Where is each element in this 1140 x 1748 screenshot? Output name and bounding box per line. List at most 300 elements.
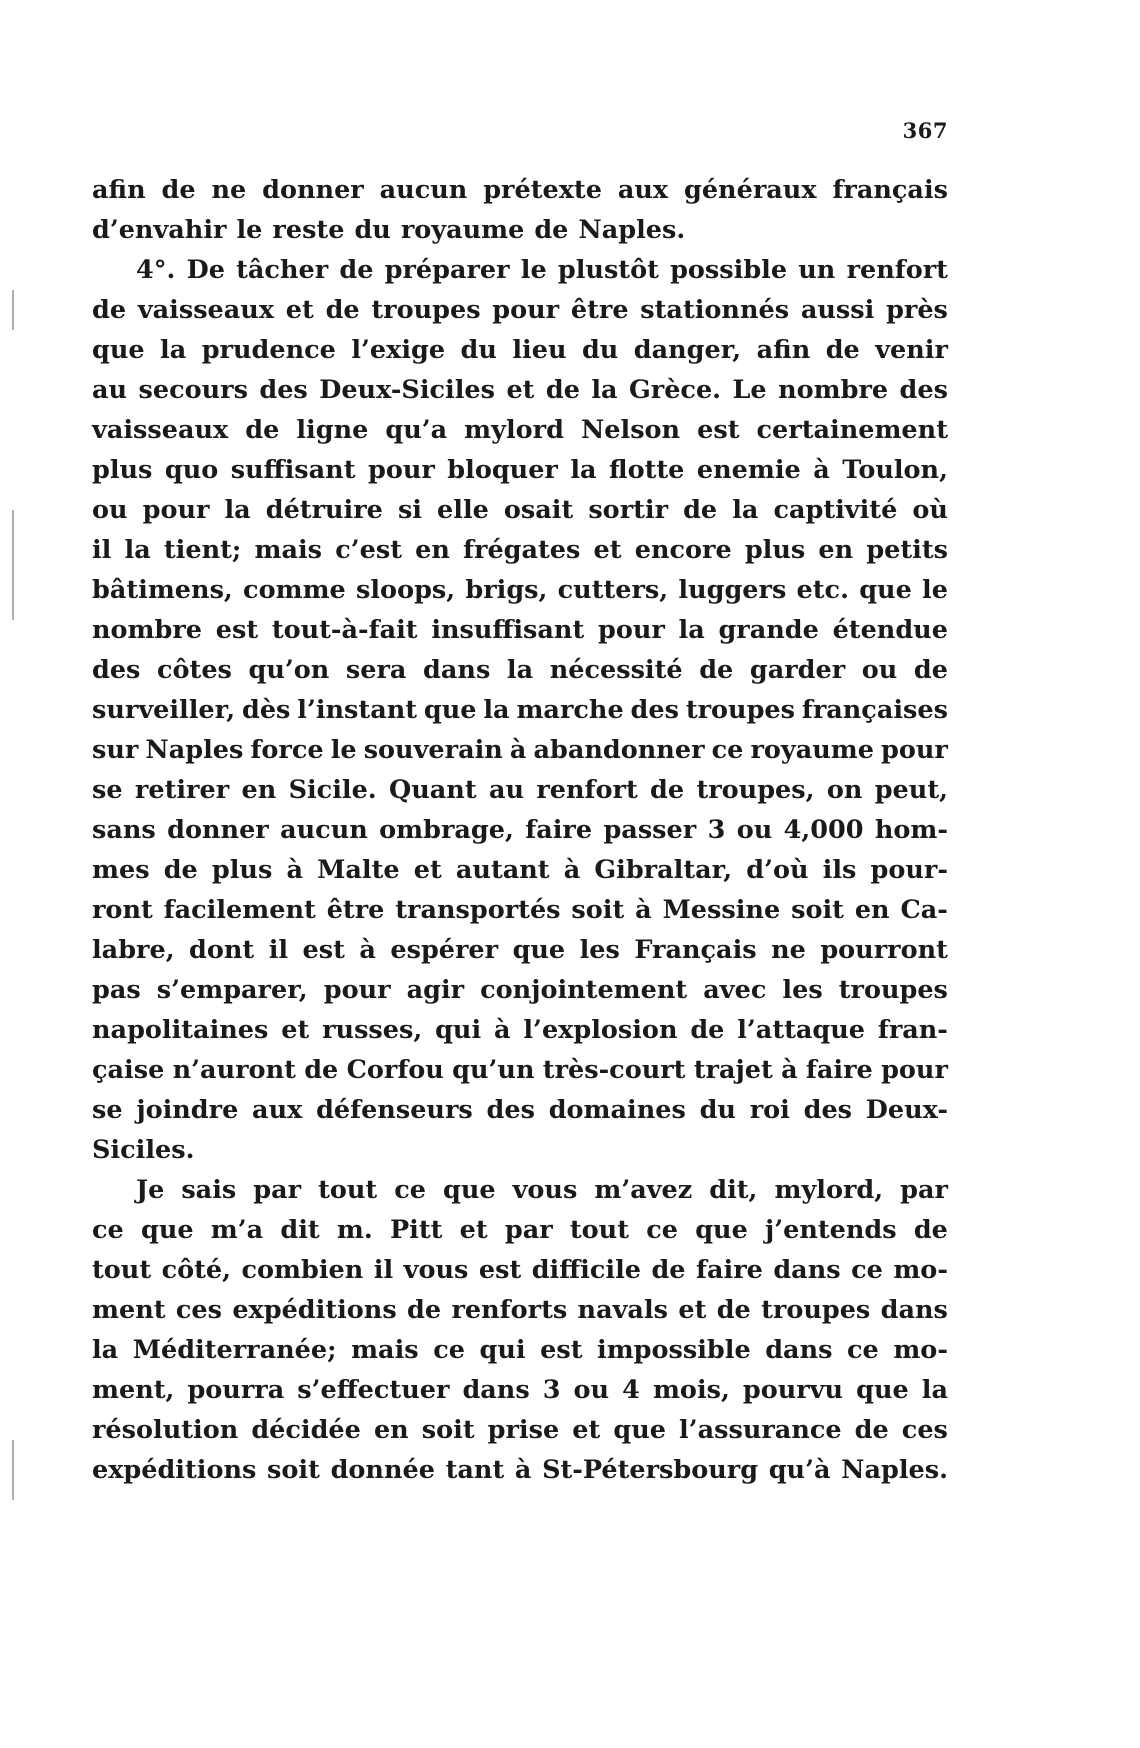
word: l’instant [297, 695, 418, 725]
word: côté, [161, 1255, 232, 1285]
word: avec [703, 975, 767, 1005]
word: la [921, 1375, 948, 1405]
word: la [92, 1335, 119, 1365]
word: aucun [379, 175, 468, 205]
text-line [92, 410, 948, 450]
word: Naples [145, 735, 244, 765]
word: suffisant [230, 455, 356, 485]
word: un [798, 255, 836, 285]
word: ront [92, 895, 153, 925]
word: Nelson [580, 415, 681, 445]
word: Gibraltar, [594, 855, 733, 885]
text-line [92, 730, 948, 770]
word: mylord, [774, 1175, 884, 1205]
word: dit [280, 1215, 320, 1245]
word: ces [175, 1295, 222, 1325]
word: comme [243, 575, 346, 605]
word: sortir [588, 495, 669, 525]
word: l’explosion [523, 1015, 678, 1045]
word: tout [92, 1255, 152, 1285]
word: de [716, 1295, 751, 1325]
word: elle [437, 495, 489, 525]
word: autant [455, 855, 550, 885]
word: des [92, 655, 141, 685]
word: aux [252, 1095, 303, 1125]
word: de [407, 1295, 442, 1325]
text-line [92, 930, 948, 970]
word: difficile [531, 1255, 641, 1285]
word: qui [435, 1015, 482, 1045]
word: aussi [800, 295, 875, 325]
word: Deux-Siciles [319, 375, 496, 405]
word: que [442, 1175, 496, 1205]
word: se [92, 1095, 123, 1125]
word: ligne [296, 415, 369, 445]
text-line [92, 370, 948, 410]
word: encore [634, 535, 732, 565]
word: de [854, 1415, 889, 1445]
word: du [460, 335, 497, 365]
word: expéditions [232, 1295, 397, 1325]
word: des [899, 375, 948, 405]
word: à [286, 855, 303, 885]
word: trajet [693, 1055, 773, 1085]
word: du [354, 215, 391, 245]
word: et [572, 1415, 601, 1445]
word: etc. [796, 575, 849, 605]
text-line [92, 970, 948, 1010]
word: du [699, 1095, 736, 1125]
word: 4 [622, 1375, 640, 1405]
word: préparer [384, 255, 510, 285]
word: plus [92, 455, 153, 485]
word: peut, [874, 775, 948, 805]
word: de [161, 175, 196, 205]
word: à [494, 1015, 511, 1045]
text-line [92, 690, 948, 730]
word: que [613, 1415, 666, 1445]
word: pourra [187, 1375, 285, 1405]
word: du [581, 335, 619, 365]
word: à [563, 855, 581, 885]
word: renforts [451, 1295, 568, 1325]
body-text [92, 170, 948, 1490]
text-line [92, 1250, 948, 1290]
word: troupes, [696, 775, 815, 805]
word: d’où [746, 855, 809, 885]
word: mais [254, 535, 323, 565]
word: nécessité [549, 655, 683, 685]
word: ce [847, 1335, 879, 1365]
word: est [215, 615, 259, 645]
word: sais [181, 1175, 237, 1205]
text-line [92, 170, 948, 210]
word: étendue [832, 615, 948, 645]
word: est [540, 1335, 583, 1365]
word: reste [272, 215, 345, 245]
word: force [250, 735, 324, 765]
word: très-court [542, 1055, 686, 1085]
word: ce [851, 1255, 883, 1285]
word: prise [487, 1415, 560, 1445]
word: Je [136, 1175, 165, 1205]
word: par [900, 1175, 948, 1205]
word: à [514, 1455, 532, 1485]
word: hom- [874, 815, 948, 845]
word: la [160, 335, 187, 365]
word: qu’un [452, 1055, 535, 1085]
word: pour [597, 615, 665, 645]
word: nombre [778, 375, 889, 405]
word: que [140, 1215, 194, 1245]
word: décidée [251, 1415, 361, 1445]
word: bâtimens, [92, 575, 233, 605]
text-line [92, 490, 948, 530]
word: afin [756, 335, 811, 365]
word: j’entends [765, 1215, 897, 1245]
text-line [92, 1330, 948, 1370]
word: soit [267, 1455, 320, 1485]
page-number: 367 [902, 118, 948, 143]
word: l’exige [351, 335, 446, 365]
word: et [593, 535, 622, 565]
text-line [92, 1450, 948, 1490]
word: dès [241, 695, 291, 725]
word: Pitt [390, 1215, 443, 1245]
word: pourront [820, 935, 948, 965]
word: l’attaque [737, 1015, 865, 1045]
word: luggers [678, 575, 787, 605]
word: ce [711, 735, 744, 765]
word: donner [167, 815, 269, 845]
word: St-Pétersbourg [542, 1455, 759, 1485]
word: mylord [464, 415, 564, 445]
word: possible [670, 255, 788, 285]
word: mes [92, 855, 150, 885]
word: Ca- [900, 895, 948, 925]
word: à [813, 455, 830, 485]
word: Siciles. [92, 1135, 195, 1165]
word: stationnés [640, 295, 790, 325]
word: dit, [709, 1175, 758, 1205]
word: l’assurance [679, 1415, 842, 1445]
word: la [732, 495, 759, 525]
text-line [92, 250, 948, 290]
word: qui [479, 1335, 526, 1365]
word: soit [571, 895, 625, 925]
word: en [854, 895, 890, 925]
word: de [545, 375, 580, 405]
word: venir [875, 335, 948, 365]
text-line [92, 850, 948, 890]
word: sera [345, 655, 407, 685]
word: facilement [163, 895, 316, 925]
word: çaise [92, 1055, 165, 1085]
text-line [92, 1050, 948, 1090]
word: et [281, 1015, 310, 1045]
word: de [651, 1255, 686, 1285]
word: la [483, 695, 510, 725]
word: russes, [322, 1015, 423, 1045]
word: c’est [335, 535, 402, 565]
word: le [236, 215, 263, 245]
word: français [832, 175, 948, 205]
word: Malte [317, 855, 400, 885]
word: joindre [136, 1095, 239, 1125]
word: des [486, 1095, 535, 1125]
word: plus [211, 855, 273, 885]
word: aux [617, 175, 669, 205]
word: napolitaines [92, 1015, 269, 1045]
word: Naples. [578, 215, 686, 245]
word: ment, [92, 1375, 175, 1405]
word: au [92, 375, 128, 405]
text-line [92, 450, 948, 490]
word: enemie [696, 455, 801, 485]
word: m’avez [594, 1175, 693, 1205]
word: Le [732, 375, 767, 405]
word: royaume [750, 735, 874, 765]
word: en [373, 1415, 409, 1445]
word: et [459, 1215, 488, 1245]
word: et [506, 375, 535, 405]
word: de [825, 335, 860, 365]
word: ou [92, 495, 128, 525]
word: troupes [761, 1295, 871, 1325]
word: aucun [280, 815, 368, 845]
word: des [259, 375, 308, 405]
text-line [92, 570, 948, 610]
word: au [488, 775, 524, 805]
word: les [579, 935, 620, 965]
word: pour [492, 295, 560, 325]
text-line [92, 1130, 948, 1170]
word: de [304, 1055, 339, 1085]
margin-scan-mark [12, 290, 14, 330]
word: ou [736, 815, 773, 845]
word: pour- [870, 855, 948, 885]
word: s’effectuer [297, 1375, 450, 1405]
word: dans [773, 1255, 841, 1285]
text-line [92, 610, 948, 650]
word: tout [318, 1175, 378, 1205]
word: pas [92, 975, 141, 1005]
word: plus [744, 535, 806, 565]
word: m. [336, 1215, 373, 1245]
text-line [92, 1370, 948, 1410]
word: et [413, 855, 442, 885]
word: détruire [265, 495, 383, 525]
word: n’auront [172, 1055, 296, 1085]
word: où [912, 495, 948, 525]
word: à [509, 735, 527, 765]
word: de [650, 775, 685, 805]
word: royaume [400, 215, 525, 245]
word: que [856, 1375, 909, 1405]
text-line [92, 1010, 948, 1050]
word: les [782, 975, 823, 1005]
word: frégates [463, 535, 581, 565]
margin-scan-mark [12, 1440, 14, 1500]
word: s’emparer, [156, 975, 308, 1005]
word: sloops, [356, 575, 456, 605]
word: la [124, 535, 151, 565]
word: Méditerranée; [132, 1335, 337, 1365]
text-line [92, 1410, 948, 1450]
word: que [695, 1215, 748, 1245]
word: que [92, 335, 145, 365]
word: mo- [893, 1335, 948, 1365]
word: transportés [395, 895, 561, 925]
word: fran- [877, 1015, 948, 1045]
word: bloquer [447, 455, 558, 485]
word: dans [462, 1375, 530, 1405]
word: Corfou [346, 1055, 444, 1085]
word: Toulon, [842, 455, 948, 485]
word: résolution [92, 1415, 239, 1445]
word: près [886, 295, 948, 325]
word: de [163, 855, 198, 885]
word: dont [189, 935, 255, 965]
word: ne [771, 935, 806, 965]
word: ce [646, 1215, 678, 1245]
word: ils [822, 855, 857, 885]
word: ne [211, 175, 247, 205]
word: pour [323, 975, 391, 1005]
word: côtes [157, 655, 232, 685]
word: grande [718, 615, 819, 645]
word: Messine [662, 895, 781, 925]
word: secours [138, 375, 248, 405]
word: il [373, 1255, 394, 1285]
word: insuffisant [431, 615, 585, 645]
word: danger, [633, 335, 742, 365]
word: qu’à [768, 1455, 831, 1485]
word: de [534, 215, 569, 245]
text-line [92, 810, 948, 850]
word: espérer [390, 935, 499, 965]
word: prétexte [483, 175, 602, 205]
word: par [253, 1175, 302, 1205]
word: lieu [512, 335, 567, 365]
word: pour [142, 495, 210, 525]
word: défenseurs [316, 1095, 473, 1125]
word: ce [394, 1175, 426, 1205]
word: par [504, 1215, 553, 1245]
word: souverain [363, 735, 503, 765]
word: de [699, 655, 734, 685]
word: mois, [652, 1375, 730, 1405]
word: troupes [838, 975, 948, 1005]
word: agir [406, 975, 465, 1005]
word: que [423, 695, 477, 725]
word: la [224, 495, 251, 525]
word: surveiller, [92, 695, 236, 725]
word: sur [92, 735, 139, 765]
word: la [678, 615, 705, 645]
word: d’envahir [92, 215, 227, 245]
word: tant [445, 1455, 505, 1485]
word: à [635, 895, 652, 925]
word: de [339, 255, 374, 285]
word: qu’on [248, 655, 330, 685]
word: la [506, 655, 534, 685]
word: 3 [707, 815, 726, 845]
word: Quant [389, 775, 477, 805]
word: marche [516, 695, 624, 725]
word: Grèce. [629, 375, 722, 405]
word: sans [92, 815, 156, 845]
word: 4,000 [783, 815, 864, 845]
word: et [678, 1295, 707, 1325]
word: renfort [536, 775, 638, 805]
word: le [520, 255, 547, 285]
word: que [859, 575, 912, 605]
text-line [92, 530, 948, 570]
word: vous [512, 1175, 578, 1205]
word: généraux [684, 175, 817, 205]
word: prudence [201, 335, 336, 365]
word: en [415, 535, 450, 565]
text-line [92, 1090, 948, 1130]
text-line [92, 1170, 948, 1210]
word: donner [262, 175, 364, 205]
word: être [326, 895, 385, 925]
word: 4°. [136, 255, 176, 285]
word: expéditions [92, 1455, 257, 1485]
word: garder [749, 655, 846, 685]
word: mais [351, 1335, 419, 1365]
word: la [591, 375, 618, 405]
word: ou [861, 655, 898, 685]
word: se [92, 775, 123, 805]
word: certainement [756, 415, 948, 445]
word: navals [577, 1295, 668, 1325]
word: ou [573, 1375, 610, 1405]
word: Deux- [865, 1095, 948, 1125]
margin-scan-mark [12, 510, 14, 620]
word: combien [241, 1255, 364, 1285]
word: faire [805, 1055, 873, 1085]
word: de [325, 295, 360, 325]
text-line [92, 770, 948, 810]
word: des [630, 695, 679, 725]
word: brigs, [465, 575, 548, 605]
word: Naples. [841, 1455, 948, 1485]
word: en [241, 775, 277, 805]
word: si [397, 495, 422, 525]
word: il [92, 535, 112, 565]
word: flotte [609, 455, 685, 485]
word: à [359, 935, 376, 965]
word: ce [92, 1215, 124, 1245]
word: retirer [134, 775, 230, 805]
text-line [92, 210, 948, 250]
word: cutters, [557, 575, 669, 605]
word: vaisseaux [137, 295, 275, 325]
word: ombrage, [379, 815, 514, 845]
word: soit [421, 1415, 475, 1445]
word: faire [525, 815, 593, 845]
word: des [803, 1095, 853, 1125]
word: mo- [893, 1255, 948, 1285]
word: qu’a [385, 415, 448, 445]
word: est [478, 1255, 522, 1285]
word: tient; [163, 535, 242, 565]
text-line [92, 330, 948, 370]
word: impossible [597, 1335, 751, 1365]
word: troupes [371, 295, 481, 325]
